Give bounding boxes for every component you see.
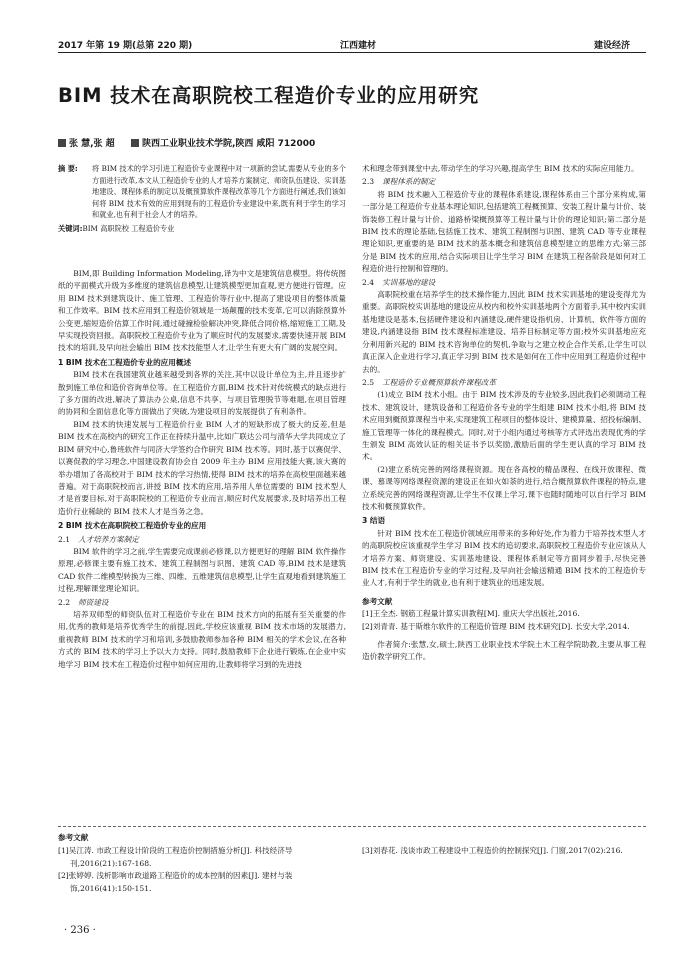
section-2-4-para: 高职院校重在培养学生的技术操作能力,因此 BIM 技术实训基地的建设变得尤为重要。高职院校实训基地的建设应从校内和校外实训基地两个方面着手,其中校内实训基地建设是基本,包括硬件建设和内涵建设,硬件建设指机房、计算机、软件等方面的建设,内涵建设指 BIM 技术课程标准建设、培养目标制定等方面;校外实训基地应充分利用新兴起的 BIM 技术咨询单位的契机,争取与之建立校企合作关系,让学生可以真正深入企业进行学习,真正学习到 BIM 技术是如何在工作中应用到工程造价过程中去的。: [362, 290, 646, 374]
section-3-heading: 3 结语: [362, 516, 386, 526]
section-2-1-para: BIM 软件的学习之前,学生需要完成课前必修课,以方便更好的理解 BIM 软件操作原理,必修课主要有施工技术、建筑工程制图与识图、建筑 CAD 等,BIM 技术是建筑 CAD 软件二维模型转换为三维、四维、五维建筑信息模型,让学生直观地看到建筑施工过程,理解课堂理论知识。: [58, 546, 346, 594]
section-1-heading: 1 BIM 技术在工程造价专业的应用概述: [58, 357, 192, 367]
keywords-label: 关键词:: [58, 223, 83, 233]
right-column: [362, 163, 646, 664]
section-2-4-heading: 2.4 实训基地的建设: [362, 277, 436, 287]
issue-info: 2017 年第 19 期(总第 220 期): [58, 41, 193, 51]
abstract-text: 将 BIM 技术的学习引进工程造价专业课程中对一项新的尝试,需要从专业的多个方面进行改革,本文从工程造价专业的人才培养方案制定、师资队伍建设、实训基地建设、课程体系的制定以及概预算软件课程改革等几个方面进行阐述,我们该如何将 BIM 技术有效的应用到现有的工程造价专业建设中来,既有利于学生的学习和就业,也有利于社会人才的培养。: [92, 164, 346, 220]
header-rule: [58, 52, 646, 53]
section-1-para-1: BIM 技术在我国建筑业越来越受到各界的关注,其中以设计单位为主,并且逐步扩散到施工单位和造价咨询单位等。在工程造价方面,BIM 技术针对传统模式的缺点进行了多方面的改进,解决了算法办公桌,信息不共享、与项目管理脱节等难题,在项目管理的协同和全面信息化等方面做出了突破,为建设项目的发展提供了有利条件。: [58, 370, 346, 417]
footer-right: [362, 845, 646, 858]
footer-reference-item: [2]张婷婷. 浅析影响市政道路工程造价的成本控制的因素[J]. 建材与装饰,2016(41):150-151.: [58, 871, 293, 894]
footer-separator: [58, 826, 646, 827]
reference-item: [2]刘青青. 基于斯维尔软件的工程造价管理 BIM 技术研究[D]. 长安大学,2014.: [362, 621, 630, 631]
conclusion-paragraph: 针对 BIM 技术在工程造价领域应用带来的多种好处,作为着力于培养技术型人才的高职院校应该重视学生学习 BIM 技术的追切要求,高职院校工程造价专业应该从人才培养方案、师资建设、实训基地建设、课程体系制定等方面同步着手,尽快完善 BIM 技术在工程造价专业的学习过程,及早向社会输送精通 BIM 技术的工程造价专业人才,有利于学生的就业,也有利于建筑业的迅速发展。: [362, 528, 646, 588]
footer-reference-item: [1]吴江涛. 市政工程设计阶段的工程造价控制措施分析[J]. 科技经济导刊,2016(21):167-168.: [58, 845, 293, 868]
section-2-5-para-1: (1)成立 BIM 技术小组。由于 BIM 技术涉及的专业较多,因此我们必须调动工程技术、建筑设计、建筑设备和工程造价各专业的学生组建 BIM 技术小组,将 BIM 技术应用到概预算课程当中来,实现建筑工程项目的整体设计、建模算量、招投标编制、施工管理等一体化的课程模式。同时,对于小组内通过考核等方式评选出表现优秀的学生颁发 BIM 高效认证的相关证书予以奖励,激励后面的学生更认真的学习 BIM 技术。: [362, 390, 646, 462]
section-2-1-heading: 2.1 人才培养方案制定: [58, 534, 139, 544]
bullet-square-icon: [131, 139, 139, 147]
author-bio: 作者简介:张慧,女,硕士,陕西工业职业技术学院土木工程学院助教,主要从事工程造价教学研究工作。: [362, 640, 646, 662]
references-heading: 参考文献: [362, 596, 393, 606]
abstract-label: 摘 要:: [58, 164, 78, 173]
section-2-5-heading: 2.5 工程造价专业概预算软件课程改革: [362, 377, 496, 387]
authors-line: [58, 136, 315, 149]
section-2-3-heading: 2.3 课程体系的制定: [362, 177, 436, 187]
continued-paragraph: 术和理念带到课堂中去,带动学生的学习兴趣,提高学生 BIM 技术的实际应用能力。: [362, 164, 639, 173]
abstract-block: [58, 163, 346, 235]
article-title: BIM 技术在高职院校工程造价专业的应用研究: [58, 84, 480, 107]
journal-name: 江西建材: [340, 41, 377, 51]
section-2-2-heading: 2.2 师资建设: [58, 597, 109, 607]
footer-reference-item: [3]刘春花. 浅谈市政工程建设中工程造价的控制探究[J]. 门窗,2017(02):216.: [362, 846, 623, 855]
section-2-2-para: 培养双师型的师资队伍对工程造价专业在 BIM 技术方向的拓展有至关重要的作用,优秀的教师是培养优秀学生的前提,因此,学校应该重视 BIM 技术市场的发展潜力,重视教师 BIM 技术的学习和培训,多鼓励教师参加各种 BIM 相关的学术会议,在各种方式的 BIM 技术的学习上予以大力支持。同时,鼓励教师下企业进行锻炼,在企业中实地学习 BIM 技术在工程造价过程中如何应用的,让教师将学习到的先进技: [58, 609, 346, 669]
section-2-5-para-2: (2)建立系统完善的网络课程资源。现在各高校的精品课程、在线开放课程、微课、慕课等网络课程资源的建设正在如火如荼的进行,结合概预算软件课程的特点,建立系统完善的网络课程资源,让学生不仅课上学习,课下也随时随地可以自行学习 BIM 技术和概预算软件。: [362, 464, 646, 511]
page-number: · 236 ·: [64, 925, 96, 936]
footer-left: [58, 832, 346, 896]
affiliation: 陕西工业职业技术学院,陕西 咸阳 712000: [141, 139, 316, 149]
section-name: 建设经济: [594, 41, 631, 51]
bullet-square-icon: [58, 139, 66, 147]
keywords-line: [58, 223, 346, 235]
section-1-para-2: BIM 技术的快速发展与工程造价行业 BIM 人才的短缺形成了极大的反差,但是 BIM 技术在高校内的研究工作正在持续升温中,比如广联达公司与清华大学共同成立了 BIM 研究中心,鲁班软件与同济大学签约合作研究 BIM 技术等。同时,基于以赛促学、以赛促教的学习理念,中国建设教育协会自 2009 年主办 BIM 应用技能大赛,该大赛的举办增加了各高校对于 BIM 技术的学习热情,使得 BIM 技术的培养在高校里面越来越普遍。对于高职院校而言,讲授 BIM 技术的应用,培养用人单位需要的 BIM 技术型人才是首要目标,对于高职院校的工程造价专业而言,顺应时代发展要求,及时培养出工程造价行业稀缺的 BIM 技术人才是当务之急。: [58, 419, 346, 516]
keywords: BIM 高职院校 工程造价专业: [82, 223, 175, 233]
author-names: 张 慧,张 超: [69, 139, 115, 149]
section-2-3-para: 将 BIM 技术融入工程造价专业的课程体系建设,课程体系由三个部分来构成,第一部分是工程造价专业基本理论知识,包括建筑工程概预算、安装工程计量与计价、装饰装修工程计量与计价、道路桥梁概预算等工程计量与计价的理论知识;第二部分是 BIM 技术的理论基础,包括施工技术、建筑工程制图与识图、建筑 CAD 等专业课程理论知识,更重要的是 BIM 技术的基本概念和建筑信息模型建立的思维方式;第三部分是 BIM 技术的应用,结合实际项目让学生学习 BIM 在建筑工程各阶段是如何对工程造价进行控制和管理的。: [362, 189, 646, 274]
reference-item: [1]王全杰. 钢筋工程量计算实训教程[M]. 重庆大学出版社,2016.: [362, 609, 580, 619]
intro-paragraph: BIM,即 Building Information Modeling,译为中文是建筑信息模型。将传统图纸的平面模式升级为多维度的建筑信息模型,让建筑模型更加直观,更方便进行管理。应用 BIM 技术到建筑设计、施工管理、工程造价等行业中,提高了建设项目的整体质量和工作效率。BIM 技术应用到工程造价领域是一场颠覆的技术变革,它可以消除预算外公变更,缩短造价估算工作时间,通过碰撞检验解决冲突,降低合同价格,缩短施工工期,及早实现投资回报。高职院校工程造价专业为了顺应时代的发展要求,需要快速开展 BIM 技术的培训,及早向社会输出 BIM 技术技能型人才,让学生有更大有广阔的发展空间。: [58, 269, 346, 353]
left-column: [58, 268, 346, 671]
footer-references-heading: 参考文献: [58, 833, 89, 842]
section-2-heading: 2 BIM 技术在高职院校工程造价专业的应用: [58, 521, 207, 531]
